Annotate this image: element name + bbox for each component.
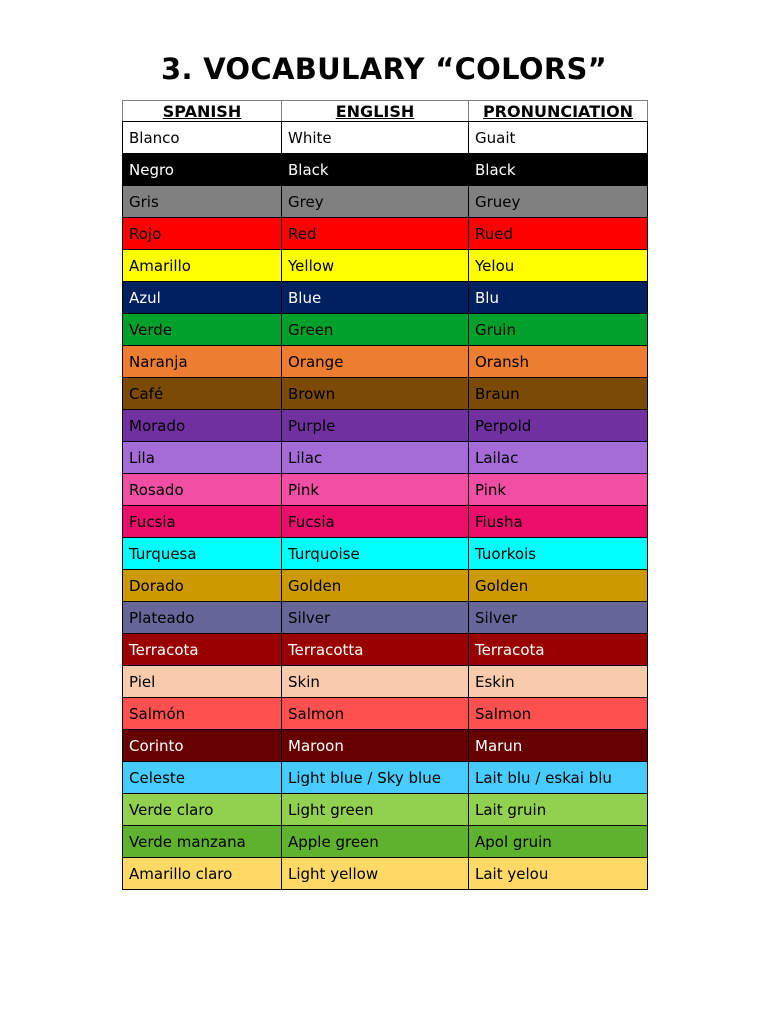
english-cell: Silver [282,602,469,634]
english-cell: Purple [282,410,469,442]
spanish-cell: Naranja [123,346,282,378]
pronunciation-cell: Perpold [469,410,648,442]
table-row [123,250,648,282]
spanish-cell: Salmón [123,698,282,730]
pronunciation-cell: Apol gruin [469,826,648,858]
table-row [123,154,648,186]
pronunciation-cell: Blu [469,282,648,314]
spanish-cell: Lila [123,442,282,474]
spanish-cell: Turquesa [123,538,282,570]
english-cell: Light blue / Sky blue [282,762,469,794]
spanish-cell: Café [123,378,282,410]
page-title: 3. VOCABULARY “COLORS” [161,52,607,86]
spanish-cell: Fucsia [123,506,282,538]
spanish-cell: Morado [123,410,282,442]
spanish-cell: Azul [123,282,282,314]
table-row [123,538,648,570]
english-cell: Light green [282,794,469,826]
english-cell: Terracotta [282,634,469,666]
table-row [123,314,648,346]
table-row [123,666,648,698]
pronunciation-cell: Braun [469,378,648,410]
table-row [123,730,648,762]
spanish-cell: Amarillo [123,250,282,282]
spanish-cell: Amarillo claro [123,858,282,890]
spanish-cell: Dorado [123,570,282,602]
table-row [123,474,648,506]
pronunciation-cell: Gruey [469,186,648,218]
spanish-cell: Verde manzana [123,826,282,858]
pronunciation-cell: Lait gruin [469,794,648,826]
english-cell: Pink [282,474,469,506]
pronunciation-cell: Pink [469,474,648,506]
english-cell: Brown [282,378,469,410]
spanish-cell: Gris [123,186,282,218]
pronunciation-cell: Gruin [469,314,648,346]
table-row [123,122,648,154]
header-pronunciation: PRONUNCIATION [469,101,648,122]
table-row [123,218,648,250]
vocabulary-table [122,100,648,890]
table-row [123,442,648,474]
english-cell: Red [282,218,469,250]
table-row [123,186,648,218]
pronunciation-cell: Oransh [469,346,648,378]
table-row [123,634,648,666]
table-row [123,762,648,794]
pronunciation-cell: Salmon [469,698,648,730]
header-english: ENGLISH [282,101,469,122]
pronunciation-cell: Lait blu / eskai blu [469,762,648,794]
table-row [123,410,648,442]
pronunciation-cell: Black [469,154,648,186]
table-row [123,378,648,410]
pronunciation-cell: Fiusha [469,506,648,538]
english-cell: Yellow [282,250,469,282]
pronunciation-cell: Lailac [469,442,648,474]
table-row [123,698,648,730]
pronunciation-cell: Guait [469,122,648,154]
english-cell: Lilac [282,442,469,474]
spanish-cell: Plateado [123,602,282,634]
pronunciation-cell: Lait yelou [469,858,648,890]
table-row [123,282,648,314]
english-cell: Apple green [282,826,469,858]
spanish-cell: Verde claro [123,794,282,826]
spanish-cell: Corinto [123,730,282,762]
table-body [123,122,648,890]
english-cell: Fucsia [282,506,469,538]
table-row [123,346,648,378]
english-cell: Salmon [282,698,469,730]
english-cell: Black [282,154,469,186]
pronunciation-cell: Marun [469,730,648,762]
english-cell: Turquoise [282,538,469,570]
pronunciation-cell: Terracota [469,634,648,666]
spanish-cell: Piel [123,666,282,698]
english-cell: Skin [282,666,469,698]
spanish-cell: Rosado [123,474,282,506]
pronunciation-cell: Eskin [469,666,648,698]
spanish-cell: Celeste [123,762,282,794]
header-spanish: SPANISH [123,101,282,122]
english-cell: Light yellow [282,858,469,890]
table-header-row [123,101,648,122]
english-cell: Green [282,314,469,346]
english-cell: Orange [282,346,469,378]
table-row [123,826,648,858]
spanish-cell: Blanco [123,122,282,154]
spanish-cell: Verde [123,314,282,346]
spanish-cell: Rojo [123,218,282,250]
english-cell: Golden [282,570,469,602]
pronunciation-cell: Silver [469,602,648,634]
pronunciation-cell: Yelou [469,250,648,282]
pronunciation-cell: Golden [469,570,648,602]
table-row [123,858,648,890]
pronunciation-cell: Tuorkois [469,538,648,570]
table-row [123,602,648,634]
spanish-cell: Negro [123,154,282,186]
english-cell: Grey [282,186,469,218]
table-row [123,570,648,602]
spanish-cell: Terracota [123,634,282,666]
english-cell: Blue [282,282,469,314]
pronunciation-cell: Rued [469,218,648,250]
table-row [123,794,648,826]
english-cell: White [282,122,469,154]
table-row [123,506,648,538]
english-cell: Maroon [282,730,469,762]
